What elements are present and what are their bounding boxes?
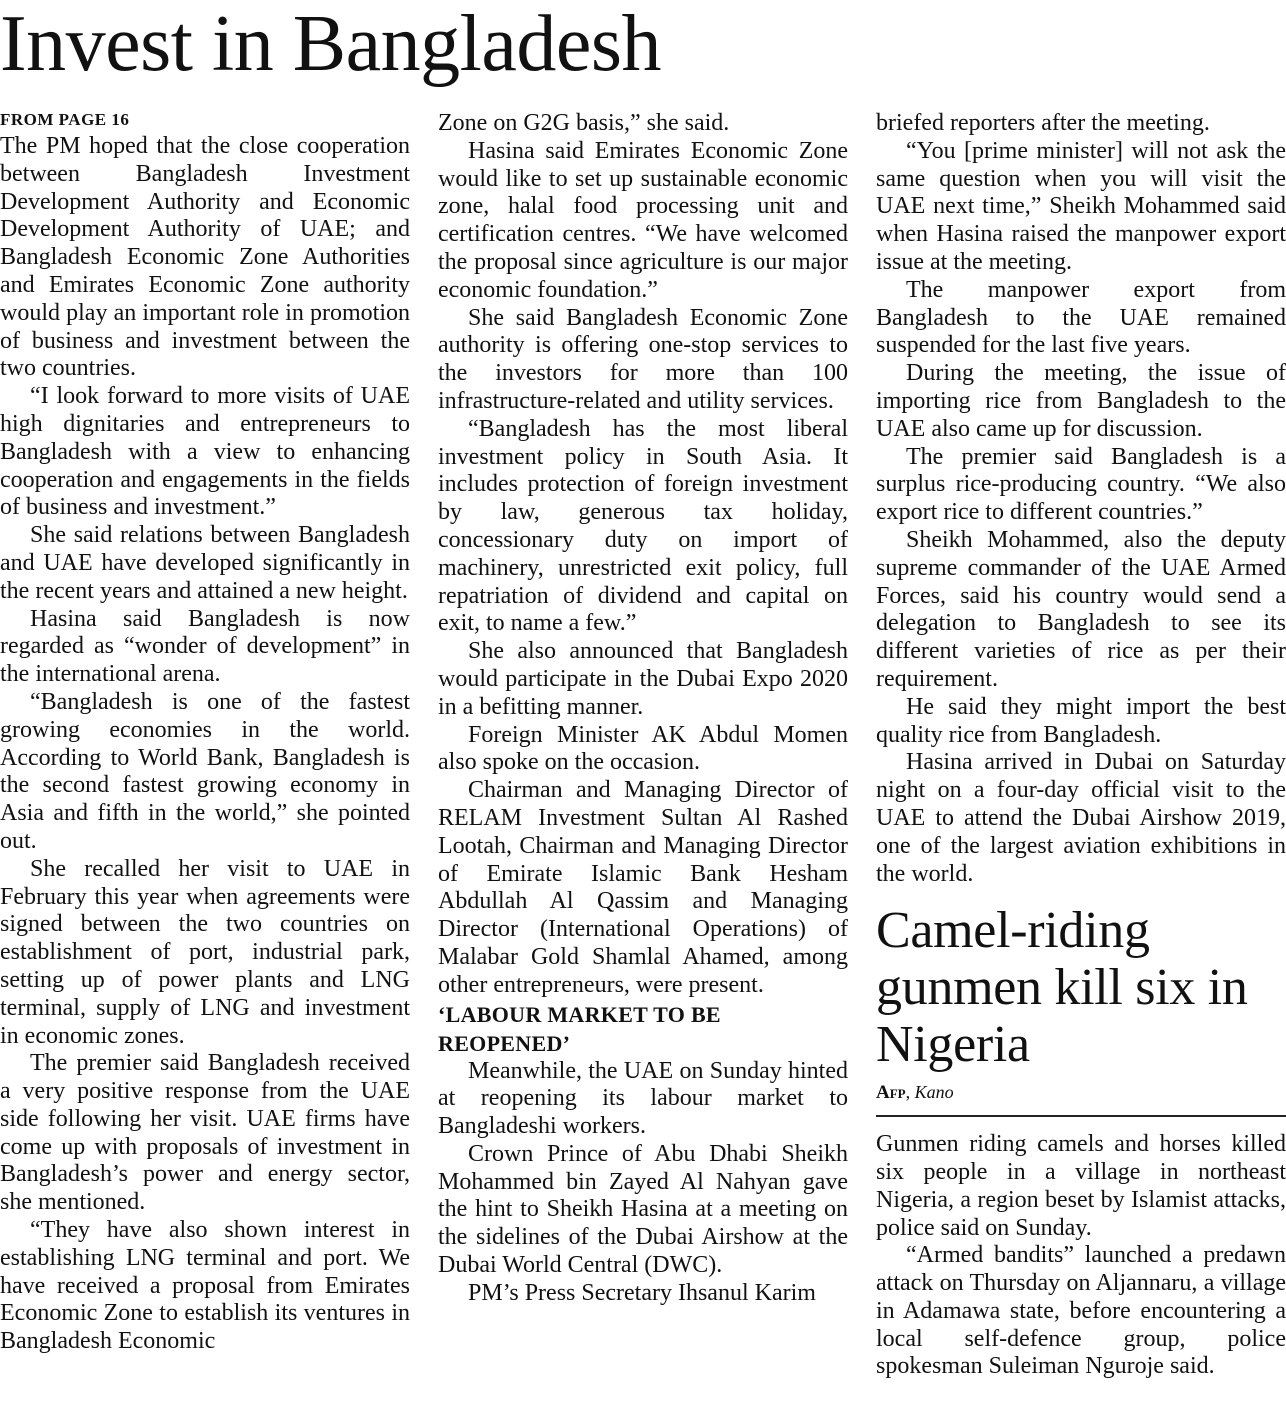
article-column-2 bbox=[438, 110, 848, 1308]
paragraph: “They have also shown interest in establishing LNG terminal and port. We have received a proposal from Emirates Economic Zone to establish its ventures in Bangladesh Economic bbox=[0, 1217, 410, 1355]
paragraph: The premier said Bangladesh received a very positive response from the UAE side following her visit. UAE firms have come up with proposals of investment in Bangladesh’s power and energy sector, she mentioned. bbox=[0, 1050, 410, 1216]
paragraph: Hasina arrived in Dubai on Saturday night on a four-day official visit to the UAE to attend the Dubai Airshow 2019, one of the largest aviation exhibitions in the world. bbox=[876, 749, 1286, 887]
paragraph: “Armed bandits” launched a predawn attack on Thursday on Aljannaru, a village in Adamawa state, before encountering a local self-defence group, police spokesman Suleiman Nguroje said. bbox=[876, 1242, 1286, 1380]
news-agency: Afp bbox=[876, 1082, 906, 1104]
page-headline: Invest in Bangladesh bbox=[0, 0, 661, 88]
paragraph: Chairman and Managing Director of RELAM Investment Sultan Al Rashed Lootah, Chairman and Managing Director of Emirate Islamic Bank Hesham Abdullah Al Qassim and Managing Director (International Operations) of Malabar Gold Shamlal Ahamed, among other entrepreneurs, were present. bbox=[438, 777, 848, 998]
paragraph: The premier said Bangladesh is a surplus rice-producing country. “We also export rice to different countries.” bbox=[876, 443, 1286, 526]
paragraph: “Bangladesh has the most liberal investment policy in South Asia. It includes protection of foreign investment by law, generous tax holiday, concessionary duty on import of machinery, unrestricted exit policy, full repatriation of dividend and capital on exit, to name a few.” bbox=[438, 415, 848, 637]
byline bbox=[876, 1079, 1286, 1117]
paragraph: briefed reporters after the meeting. bbox=[876, 110, 1210, 136]
article-column-1 bbox=[0, 110, 410, 1356]
paragraph: Zone on G2G basis,” she said. bbox=[438, 110, 730, 136]
paragraph: She said relations between Bangladesh and UAE have developed significantly in the recent years and attained a new height. bbox=[0, 522, 410, 604]
article-column-3 bbox=[876, 110, 1286, 1381]
paragraph: Meanwhile, the UAE on Sunday hinted at reopening its labour market to Bangladeshi workers. bbox=[438, 1057, 848, 1140]
paragraph: She also announced that Bangladesh would participate in the Dubai Expo 2020 in a befitting manner. bbox=[438, 638, 848, 720]
paragraph: She said Bangladesh Economic Zone authority is offering one-stop services to the investors for more than 100 infrastructure-related and utility services. bbox=[438, 304, 848, 414]
paragraph: Sheikh Mohammed, also the deputy supreme commander of the UAE Armed Forces, said his country would send a delegation to Bangladesh to see its different varieties of rice as per their requirement. bbox=[876, 526, 1286, 692]
paragraph: During the meeting, the issue of importing rice from Bangladesh to the UAE also came up for discussion. bbox=[876, 360, 1286, 442]
paragraph: PM’s Press Secretary Ihsanul Karim bbox=[468, 1279, 816, 1306]
paragraph: Foreign Minister AK Abdul Momen also spoke on the occasion. bbox=[438, 721, 848, 776]
paragraph: Hasina said Emirates Economic Zone would like to set up sustainable economic zone, halal food processing unit and certification centres. “We have welcomed the proposal since agriculture is our major economic foundation.” bbox=[438, 137, 848, 303]
paragraph: “You [prime minister] will not ask the same question when you will visit the UAE next time,” Sheikh Mohammed said when Hasina raised the manpower export issue at the meeting. bbox=[876, 137, 1286, 275]
paragraph: “I look forward to more visits of UAE high dignitaries and entrepreneurs to Bangladesh with a view to enhancing cooperation and engagements in the fields of business and investment.” bbox=[0, 383, 410, 521]
section-subhead: ‘LABOUR MARKET TO BE REOPENED’ bbox=[438, 1001, 721, 1056]
paragraph: Crown Prince of Abu Dhabi Sheikh Mohammed bin Zayed Al Nahyan gave the hint to Sheikh Hasina at a meeting on the sidelines of the Dubai Airshow at the Dubai World Central (DWC). bbox=[438, 1140, 848, 1279]
byline-separator: , bbox=[905, 1082, 915, 1103]
dateline-place: Kano bbox=[914, 1082, 954, 1103]
paragraph: Gunmen riding camels and horses killed six people in a village in northeast Nigeria, a region beset by Islamist attacks, police said on Sunday. bbox=[876, 1131, 1286, 1241]
paragraph: She recalled her visit to UAE in February this year when agreements were signed between the two countries on establishment of port, industrial park, setting up of power plants and LNG terminal, supply of LNG and investment in economic zones. bbox=[0, 855, 410, 1049]
continued-from-label: FROM PAGE 16 bbox=[0, 110, 130, 129]
second-story-headline: Camel-riding gunmen kill six in Nigeria bbox=[876, 902, 1248, 1074]
paragraph: “Bangladesh is one of the fastest growing economies in the world. According to World Bank, Bangladesh is the second fastest growing economy in Asia and fifth in the world,” she pointed out. bbox=[0, 688, 410, 854]
paragraph: The manpower export from Bangladesh to the UAE remained suspended for the last five years. bbox=[876, 276, 1286, 359]
paragraph: Hasina said Bangladesh is now regarded as “wonder of development” in the international arena. bbox=[0, 605, 410, 688]
paragraph: The PM hoped that the close cooperation between Bangladesh Investment Development Authority and Economic Development Authority of UAE; and Bangladesh Economic Zone Authorities and Emirates Economic Zone authority would play an important role in promotion of business and investment between the two countries. bbox=[0, 133, 410, 382]
paragraph: He said they might import the best quality rice from Bangladesh. bbox=[876, 693, 1286, 748]
